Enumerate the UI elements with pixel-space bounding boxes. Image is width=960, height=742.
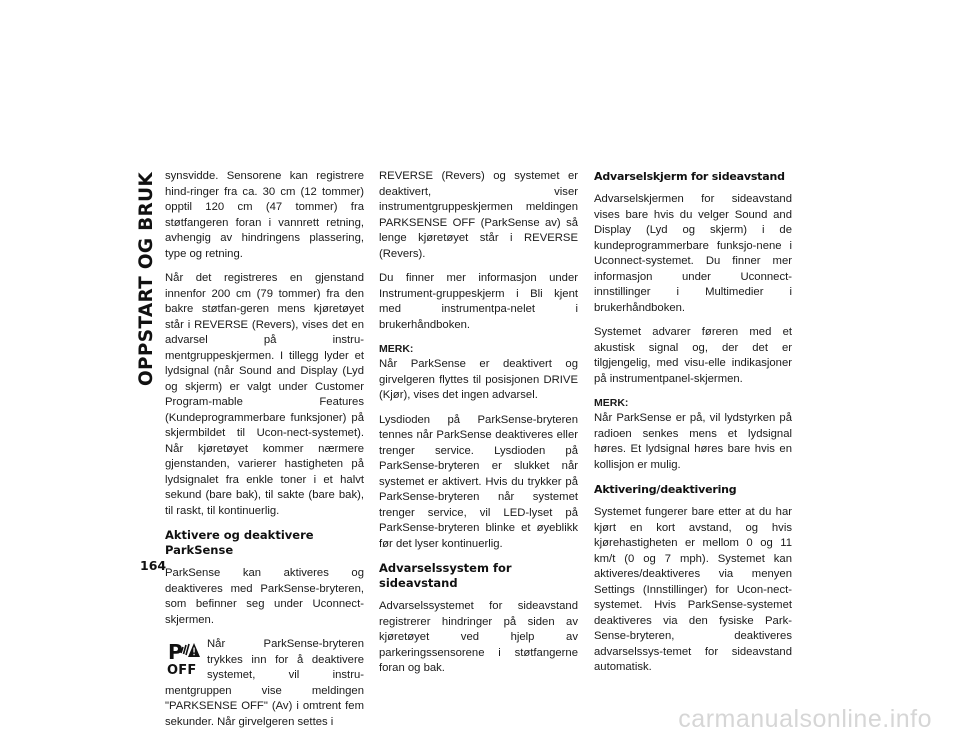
section-heading: Advarselssystem for sideavstand bbox=[379, 561, 512, 590]
paragraph: Når det registreres en gjenstand innenfor 200 cm (79 tommer) fra den bakre støtfan-geren mens kjøretøyet står i REVERSE (Revers), vises det en advarsel på instru-mentgruppeskjermen. I tillegg lyder et lydsignal (når Sound and Display (Lyd og skjerm) er valgt under Customer Program-mable Features (Kundeprogrammerbare funksjoner) på skjermbildet til Ucon-nect-systemet). Når kjøretøyet kommer nærmere gjenstanden, varierer hastigheten på lydsignalet fra enkle toner i et halvt sekund (bare bak), til sakte (bare bak), til raskt, til kontinuerlig. bbox=[165, 272, 364, 517]
paragraph: Advarselssystemet for sideavstand registrerer hindringer på siden av kjøretøyet ved hjelp av parkeringssensorene i støtfangerne foran og bak. bbox=[379, 600, 578, 674]
paragraph: ParkSense kan aktiveres og deaktiveres med ParkSense-bryteren, som befinner seg under Uconnect-skjermen. bbox=[165, 567, 364, 626]
parksense-off-icon bbox=[165, 639, 201, 679]
note-text: Når ParkSense er deaktivert og girvelgeren flyttes til posisjonen DRIVE (Kjør), vises det ingen advarsel. bbox=[379, 358, 578, 401]
paragraph: Lysdioden på ParkSense-bryteren tennes når ParkSense deaktiveres eller trenger service. Lysdioden på ParkSense-bryteren er slukket når systemet er aktivert. Hvis du trykker på ParkSense-bryteren når systemet trenger service, vil LED-lyset på ParkSense-bryteren blinke et øyeblikk før det lyser kontinuerlig. bbox=[379, 413, 578, 550]
paragraph: REVERSE (Revers) og systemet er deaktivert, viser instrumentgruppeskjermen meldingen PARKSENSE OFF (ParkSense av) så lenge kjøretøyet står i REVERSE (Revers). bbox=[379, 170, 578, 260]
section-tab-label: OPPSTART OG BRUK bbox=[135, 172, 157, 386]
watermark: carmanualsonline.info bbox=[678, 705, 932, 733]
section-heading: Aktivere og deaktivere ParkSense bbox=[165, 528, 314, 557]
column-3 bbox=[594, 169, 792, 685]
off-label: OFF bbox=[167, 663, 197, 678]
column-1 bbox=[165, 169, 364, 739]
note-label: MERK: bbox=[379, 343, 414, 355]
note bbox=[594, 396, 792, 473]
section-heading: Aktivering/deaktivering bbox=[594, 483, 737, 496]
note-label: MERK: bbox=[594, 397, 629, 409]
parksense-symbol bbox=[165, 639, 201, 665]
paragraph: Når ParkSense-bryteren trykkes inn for å deaktivere systemet, vil instru-mentgruppen vise meldingen "PARKSENSE OFF" (Av) i omtrent fem sekunder. Når girvelgeren settes i bbox=[165, 638, 364, 728]
paragraph: Du finner mer informasjon under Instrument-gruppeskjerm i Bli kjent med instrumentpa-nelet i brukerhåndboken. bbox=[379, 272, 578, 331]
svg-text:P: P bbox=[168, 640, 183, 664]
note bbox=[379, 342, 578, 404]
section-tab bbox=[136, 172, 156, 552]
section-heading: Advarselskjerm for sideavstand bbox=[594, 170, 785, 183]
paragraph: Advarselskjermen for sideavstand vises bare hvis du velger Sound and Display (Lyd og skjerm) i de kundeprogrammerbare funksjo-nene i Uconnect-systemet. Du finner mer informasjon under Uconnect-innstillinger i Multimedier i brukerhåndboken. bbox=[594, 193, 792, 314]
page-number: 164 bbox=[140, 558, 167, 573]
paragraph: Systemet fungerer bare etter at du har kjørt en kort avstand, og hvis kjørehastigheten er mellom 0 og 11 km/t (0 og 7 mph). Systemet kan aktiveres/deaktiveres via menyen Settings (Innstillinger) for Ucon-nect-systemet. Hvis ParkSense-systemet deaktiveres via den fysiske Park-Sense-bryteren, deaktiveres advarselssys-temet for sideavstand automatisk. bbox=[594, 506, 792, 673]
parksense-off-block bbox=[165, 637, 364, 730]
paragraph: synsvidde. Sensorene kan registrere hind-ringer fra ca. 30 cm (12 tommer) opptil 120 cm (47 tommer) fra støtfangeren foran i vannrett retning, avhengig av hindringens plassering, type og retning. bbox=[165, 170, 364, 260]
note-text: Når ParkSense er på, vil lydstyrken på radioen senkes mens et lydsignal høres. Et lydsignal høres bare hvis en kollisjon er mulig. bbox=[594, 412, 792, 471]
column-2 bbox=[379, 169, 578, 686]
paragraph: Systemet advarer føreren med et akustisk signal og, der det er tilgjengelig, med visu-elle indikasjoner på instrumentpanel-skjermen. bbox=[594, 326, 792, 385]
